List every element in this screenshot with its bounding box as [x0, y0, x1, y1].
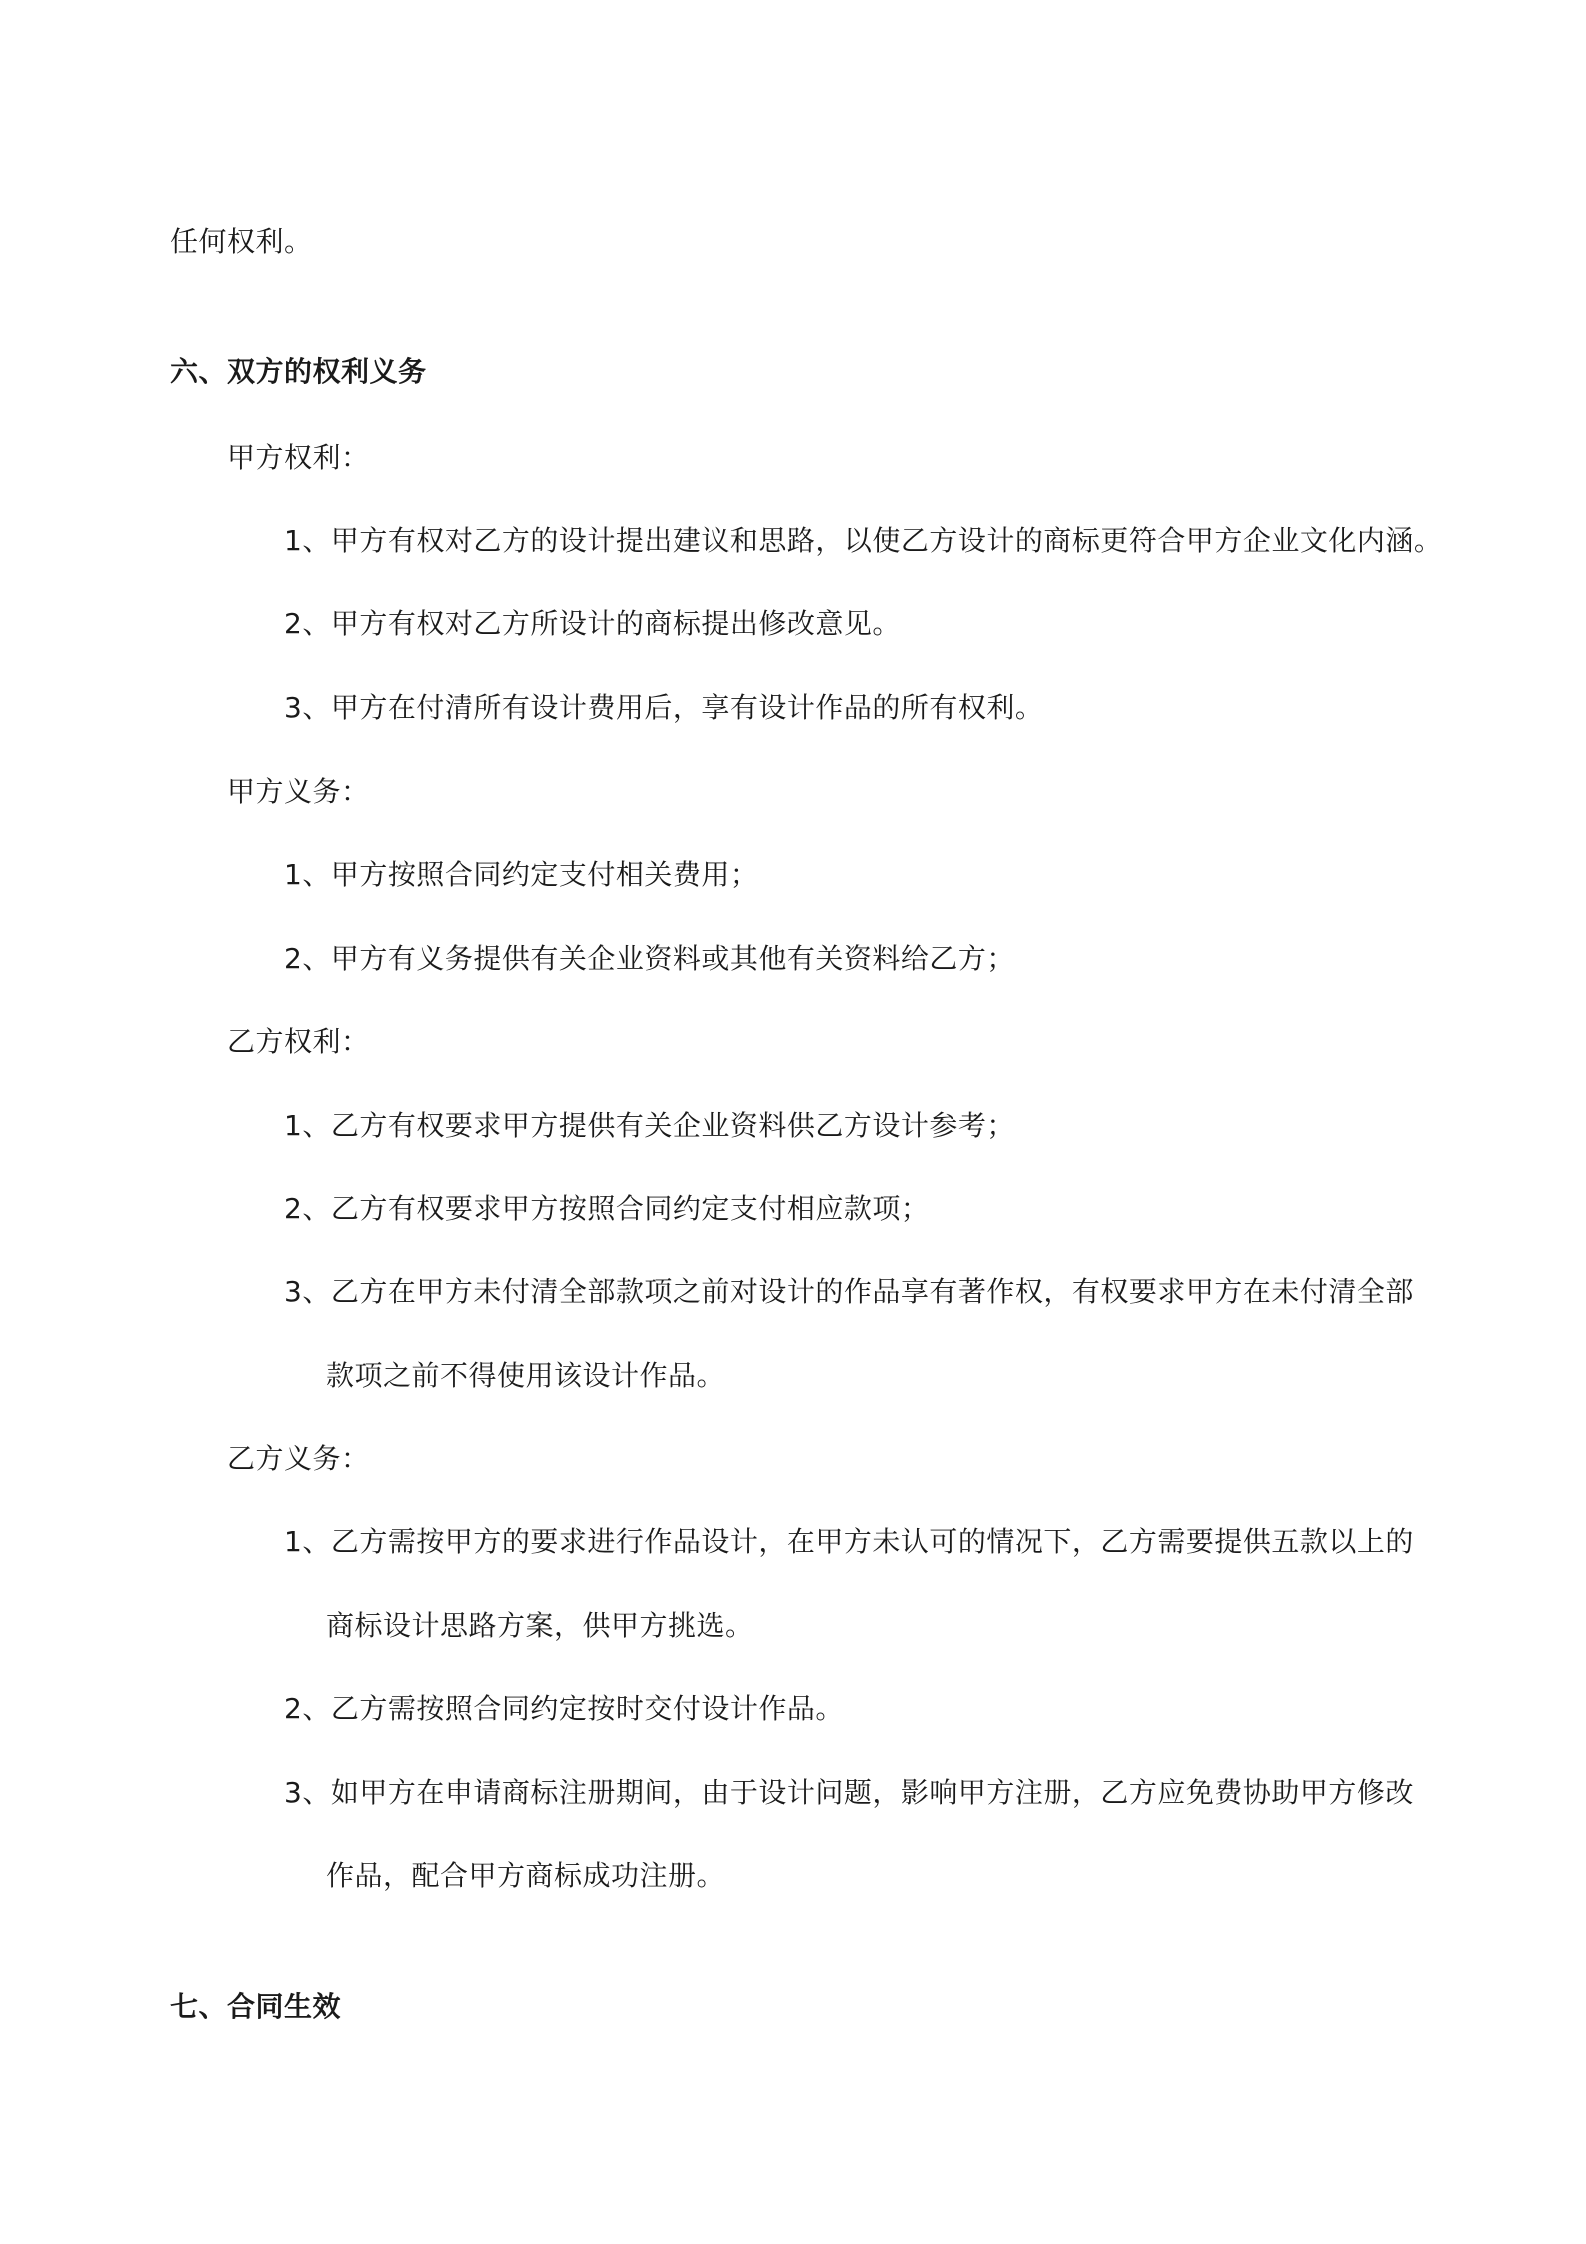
party-b-obligation-1-line1: 1、乙方需按甲方的要求进行作品设计，在甲方未认可的情况下，乙方需要提供五款以上的: [284, 1525, 1414, 1558]
party-b-obligations-label: 乙方义务：: [227, 1442, 370, 1475]
party-b-obligation-3-line2: 作品，配合甲方商标成功注册。: [326, 1859, 726, 1892]
intro-fragment: 任何权利。: [170, 225, 313, 258]
party-b-rights-label: 乙方权利：: [227, 1025, 370, 1058]
party-b-obligation-3-line1: 3、如甲方在申请商标注册期间，由于设计问题，影响甲方注册，乙方应免费协助甲方修改: [284, 1776, 1414, 1809]
party-a-obligations-label: 甲方义务：: [227, 775, 370, 808]
party-b-right-3-line2: 款项之前不得使用该设计作品。: [326, 1359, 726, 1392]
party-a-rights-label: 甲方权利：: [227, 441, 370, 474]
party-b-right-1: 1、乙方有权要求甲方提供有关企业资料供乙方设计参考；: [284, 1109, 1015, 1142]
section-6-title: 六、双方的权利义务: [170, 355, 427, 388]
party-a-obligation-2: 2、甲方有义务提供有关企业资料或其他有关资料给乙方；: [284, 942, 1015, 975]
party-a-right-3: 3、甲方在付清所有设计费用后，享有设计作品的所有权利。: [284, 691, 1044, 724]
section-7-title: 七、合同生效: [170, 1990, 342, 2023]
party-b-right-2: 2、乙方有权要求甲方按照合同约定支付相应款项；: [284, 1192, 930, 1225]
party-a-right-2: 2、甲方有权对乙方所设计的商标提出修改意见。: [284, 607, 901, 640]
party-a-right-1: 1、甲方有权对乙方的设计提出建议和思路，以使乙方设计的商标更符合甲方企业文化内涵。: [284, 524, 1443, 557]
party-a-obligation-1: 1、甲方按照合同约定支付相关费用；: [284, 858, 759, 891]
party-b-right-3-line1: 3、乙方在甲方未付清全部款项之前对设计的作品享有著作权，有权要求甲方在未付清全部: [284, 1275, 1414, 1308]
party-b-obligation-2: 2、乙方需按照合同约定按时交付设计作品。: [284, 1692, 844, 1725]
party-b-obligation-1-line2: 商标设计思路方案，供甲方挑选。: [326, 1609, 754, 1642]
